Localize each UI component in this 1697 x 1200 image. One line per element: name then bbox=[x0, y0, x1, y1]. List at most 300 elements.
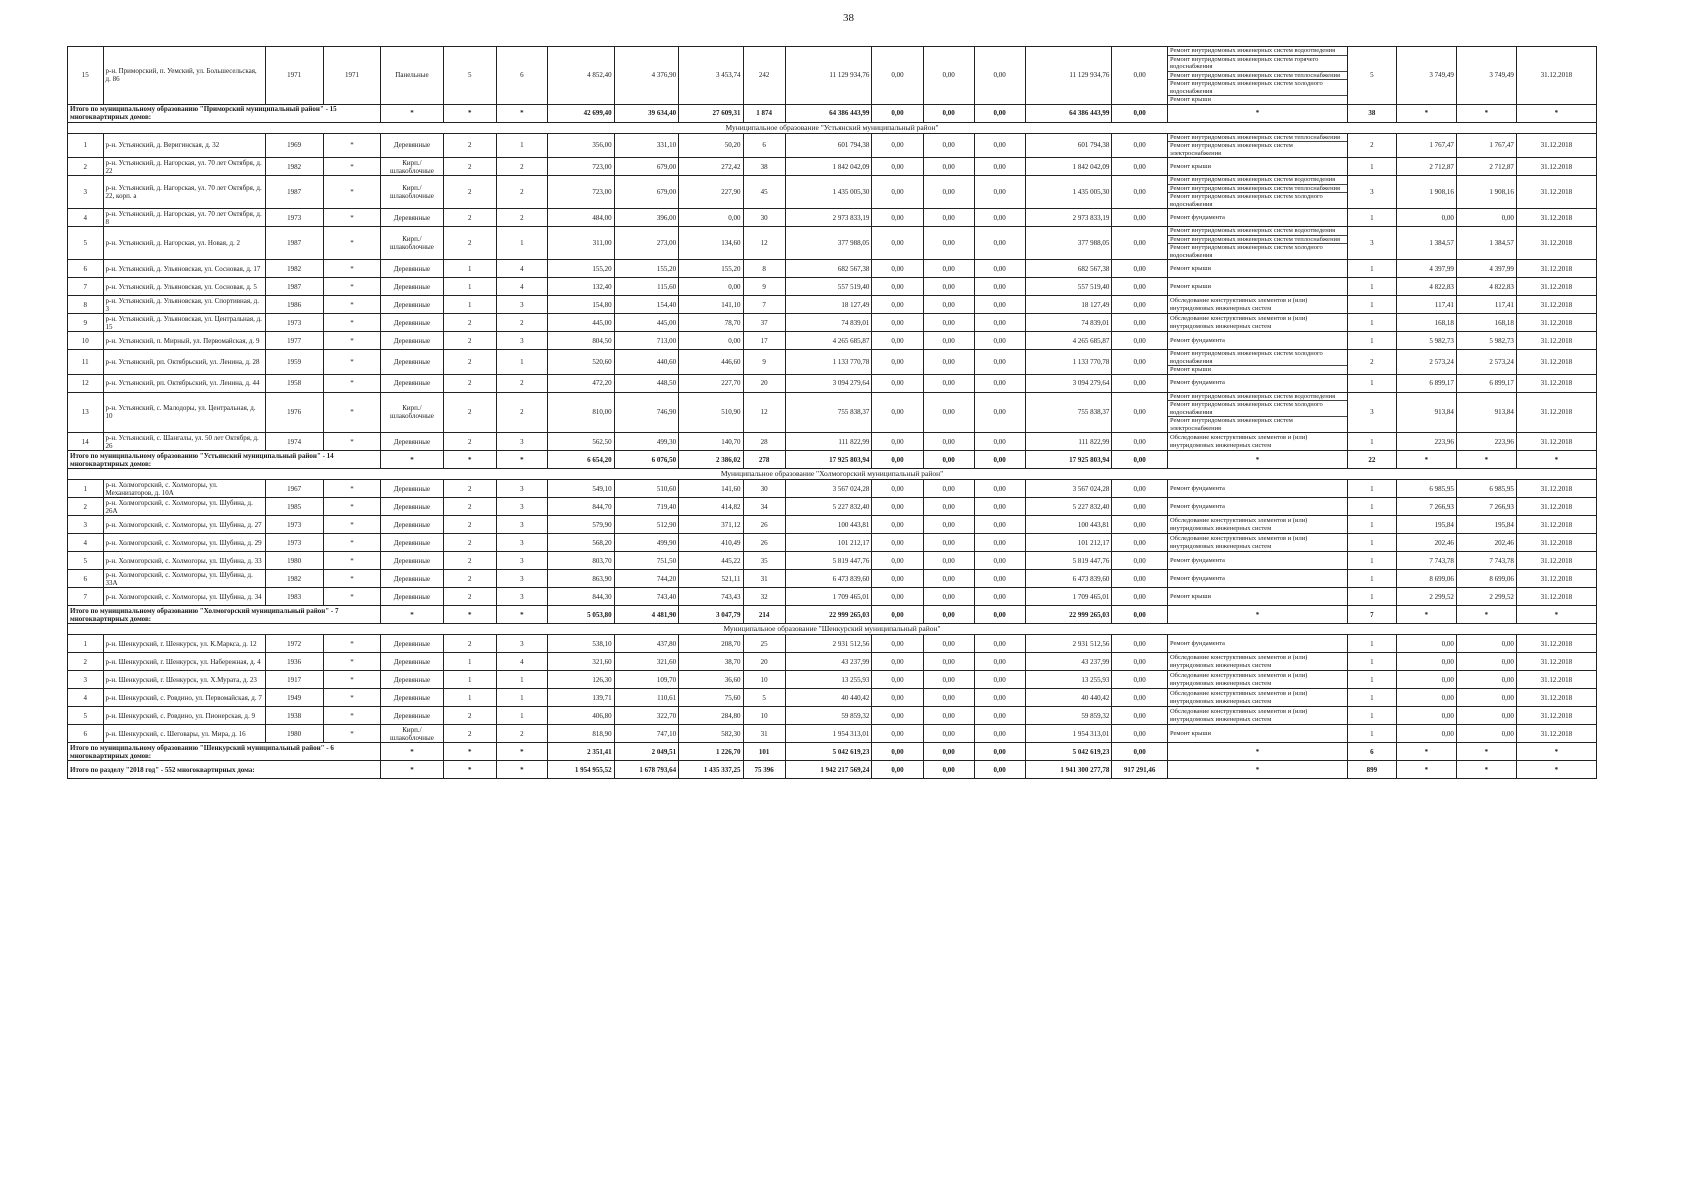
fund-regional-cell: 0,00 bbox=[923, 133, 974, 158]
fund-regional-cell: 0,00 bbox=[923, 278, 974, 296]
total-unit-cost: * bbox=[1396, 451, 1456, 469]
fund-other-cell: 0,00 bbox=[1112, 374, 1168, 392]
works-cell bbox=[1167, 47, 1347, 105]
floors-cell: 2 bbox=[443, 350, 496, 375]
renovation-year-cell: * bbox=[323, 653, 381, 671]
build-year-cell: 1982 bbox=[265, 158, 323, 176]
build-year-cell: 1977 bbox=[265, 332, 323, 350]
work-item: Ремонт крыши bbox=[1169, 592, 1211, 600]
renovation-year-cell: * bbox=[323, 516, 381, 534]
premises-area-cell: 322,70 bbox=[614, 707, 678, 725]
fund-regional-cell: 0,00 bbox=[923, 588, 974, 606]
renovation-year-cell: * bbox=[323, 133, 381, 158]
residential-area-cell: 208,70 bbox=[679, 635, 743, 653]
work-item: Ремонт внутридомовых инженерных систем теплоснабжения bbox=[1168, 236, 1347, 245]
fund-owners-cell: 5 227 832,40 bbox=[1025, 498, 1112, 516]
residential-area-cell: 272,42 bbox=[679, 158, 743, 176]
max-unit-cost-cell: 4 397,99 bbox=[1456, 260, 1516, 278]
renovation-year-cell: * bbox=[323, 534, 381, 552]
works-cell bbox=[1167, 707, 1347, 725]
works-cell bbox=[1167, 260, 1347, 278]
fund-local-cell: 0,00 bbox=[974, 653, 1025, 671]
wall-material-cell: Деревянные bbox=[381, 707, 443, 725]
build-year-cell: 1987 bbox=[265, 176, 323, 209]
wall-material-cell: Деревянные bbox=[381, 133, 443, 158]
fund-owners-cell: 1 954 313,01 bbox=[1025, 725, 1112, 743]
entrances-cell: 2 bbox=[496, 392, 547, 433]
premises-area-cell: 719,40 bbox=[614, 498, 678, 516]
renovation-year-cell: * bbox=[323, 635, 381, 653]
work-item: Обследование конструктивных элементов и (или) внутридомовых инженерных систем bbox=[1169, 297, 1308, 312]
work-item: Ремонт крыши bbox=[1169, 366, 1211, 373]
build-year-cell: 1985 bbox=[265, 498, 323, 516]
works-cell bbox=[1167, 209, 1347, 227]
premises-area-cell: 499,90 bbox=[614, 534, 678, 552]
works-count-cell: 1 bbox=[1347, 552, 1396, 570]
works-count-cell: 1 bbox=[1347, 588, 1396, 606]
fund-regional-cell: 0,00 bbox=[923, 725, 974, 743]
address-cell: р-н. Устьянский, д. Нагорская, ул. 70 лет Октября, д. 8 bbox=[103, 209, 265, 227]
premises-area-cell: 679,00 bbox=[614, 176, 678, 209]
fund-local-cell: 0,00 bbox=[974, 516, 1025, 534]
premises-area-cell: 109,70 bbox=[614, 671, 678, 689]
wall-material-cell: Кирп./шлакоблочные bbox=[381, 227, 443, 260]
total-cost-cell: 1 954 313,01 bbox=[785, 725, 872, 743]
total-residents: 75 396 bbox=[743, 761, 785, 779]
works-cell bbox=[1167, 689, 1347, 707]
address-cell: р-н. Устьянский, с. Шангалы, ул. 50 лет Октября, д. 26 bbox=[103, 433, 265, 451]
unit-cost-cell: 7 743,78 bbox=[1396, 552, 1456, 570]
address-cell: р-н. Устьянский, д. Ульяновская, ул. Центральная, д. 15 bbox=[103, 314, 265, 332]
works-count-cell: 1 bbox=[1347, 635, 1396, 653]
build-year-cell: 1972 bbox=[265, 635, 323, 653]
table-row bbox=[68, 392, 1597, 433]
wall-material-cell: Деревянные bbox=[381, 671, 443, 689]
work-item: Обследование конструктивных элементов и (или) внутридомовых инженерных систем bbox=[1169, 517, 1308, 532]
floors-cell: 2 bbox=[443, 227, 496, 260]
fund-local-cell: 0,00 bbox=[974, 296, 1025, 314]
total-residents: 1 874 bbox=[743, 104, 785, 122]
premises-area-cell: 751,50 bbox=[614, 552, 678, 570]
total-residents: 214 bbox=[743, 606, 785, 624]
table-row bbox=[68, 260, 1597, 278]
total-works: * bbox=[1167, 451, 1347, 469]
work-item: Ремонт внутридомовых инженерных систем водоотведения bbox=[1168, 227, 1347, 236]
table-row bbox=[68, 570, 1597, 588]
total-floors: * bbox=[443, 743, 496, 761]
row-number: 5 bbox=[68, 707, 104, 725]
fund-federal-cell: 0,00 bbox=[872, 176, 923, 209]
table-row bbox=[68, 227, 1597, 260]
total-works-count: 22 bbox=[1347, 451, 1396, 469]
entrances-cell: 1 bbox=[496, 671, 547, 689]
fund-regional-cell: 0,00 bbox=[923, 653, 974, 671]
works-cell bbox=[1167, 725, 1347, 743]
total-material: * bbox=[381, 606, 443, 624]
wall-material-cell: Панельные bbox=[381, 47, 443, 105]
fund-other-cell: 0,00 bbox=[1112, 689, 1168, 707]
entrances-cell: 4 bbox=[496, 278, 547, 296]
fund-owners-cell: 111 822,99 bbox=[1025, 433, 1112, 451]
total-cost-cell: 1 842 042,09 bbox=[785, 158, 872, 176]
renovation-year-cell: * bbox=[323, 689, 381, 707]
wall-material-cell: Кирп./шлакоблочные bbox=[381, 158, 443, 176]
fund-federal-cell: 0,00 bbox=[872, 534, 923, 552]
total-cost-cell: 59 859,32 bbox=[785, 707, 872, 725]
total-area-cell: 549,10 bbox=[547, 480, 614, 498]
fund-other-cell: 0,00 bbox=[1112, 209, 1168, 227]
completion-date-cell: 31.12.2018 bbox=[1516, 209, 1596, 227]
address-cell: р-н. Шенкурский, с. Шеговары, ул. Мира, д. 16 bbox=[103, 725, 265, 743]
total-unit-cost: * bbox=[1396, 743, 1456, 761]
wall-material-cell: Деревянные bbox=[381, 332, 443, 350]
row-number: 2 bbox=[68, 158, 104, 176]
works-count-cell: 1 bbox=[1347, 332, 1396, 350]
total-fund-federal: 0,00 bbox=[872, 743, 923, 761]
fund-federal-cell: 0,00 bbox=[872, 227, 923, 260]
wall-material-cell: Деревянные bbox=[381, 498, 443, 516]
fund-owners-cell: 74 839,01 bbox=[1025, 314, 1112, 332]
fund-owners-cell: 557 519,40 bbox=[1025, 278, 1112, 296]
data-table bbox=[67, 46, 1597, 779]
fund-local-cell: 0,00 bbox=[974, 689, 1025, 707]
build-year-cell: 1974 bbox=[265, 433, 323, 451]
premises-area-cell: 273,00 bbox=[614, 227, 678, 260]
total-cost-cell: 557 519,40 bbox=[785, 278, 872, 296]
unit-cost-cell: 0,00 bbox=[1396, 725, 1456, 743]
total-entrances: * bbox=[496, 761, 547, 779]
entrances-cell: 2 bbox=[496, 209, 547, 227]
renovation-year-cell: * bbox=[323, 209, 381, 227]
residents-cell: 6 bbox=[743, 133, 785, 158]
total-cost-cell: 13 255,93 bbox=[785, 671, 872, 689]
fund-regional-cell: 0,00 bbox=[923, 635, 974, 653]
works-cell bbox=[1167, 588, 1347, 606]
work-item: Ремонт внутридомовых инженерных систем холодного водоснабжения bbox=[1168, 350, 1347, 366]
build-year-cell: 1973 bbox=[265, 209, 323, 227]
total-residential-area: 1 435 337,25 bbox=[679, 761, 743, 779]
section-title: Муниципальное образование "Устьянский муниципальный район" bbox=[68, 122, 1597, 133]
total-entrances: * bbox=[496, 104, 547, 122]
total-cost-cell: 11 129 934,76 bbox=[785, 47, 872, 105]
fund-federal-cell: 0,00 bbox=[872, 332, 923, 350]
fund-federal-cell: 0,00 bbox=[872, 392, 923, 433]
fund-other-cell: 0,00 bbox=[1112, 227, 1168, 260]
total-works-count: 6 bbox=[1347, 743, 1396, 761]
residential-area-cell: 0,00 bbox=[679, 278, 743, 296]
works-cell bbox=[1167, 653, 1347, 671]
fund-local-cell: 0,00 bbox=[974, 278, 1025, 296]
total-cost-cell: 377 988,05 bbox=[785, 227, 872, 260]
premises-area-cell: 448,50 bbox=[614, 374, 678, 392]
total-premises-area: 1 678 793,64 bbox=[614, 761, 678, 779]
works-count-cell: 1 bbox=[1347, 689, 1396, 707]
fund-owners-cell: 3 567 024,28 bbox=[1025, 480, 1112, 498]
residents-cell: 7 bbox=[743, 296, 785, 314]
renovation-year-cell: * bbox=[323, 158, 381, 176]
premises-area-cell: 746,90 bbox=[614, 392, 678, 433]
residents-cell: 17 bbox=[743, 332, 785, 350]
total-fund-other: 0,00 bbox=[1112, 606, 1168, 624]
entrances-cell: 1 bbox=[496, 227, 547, 260]
table-row bbox=[68, 433, 1597, 451]
entrances-cell: 4 bbox=[496, 260, 547, 278]
fund-regional-cell: 0,00 bbox=[923, 570, 974, 588]
table-row bbox=[68, 707, 1597, 725]
premises-area-cell: 499,30 bbox=[614, 433, 678, 451]
total-area-cell: 568,20 bbox=[547, 534, 614, 552]
residents-cell: 12 bbox=[743, 392, 785, 433]
completion-date-cell: 31.12.2018 bbox=[1516, 480, 1596, 498]
total-cost-cell: 2 931 512,56 bbox=[785, 635, 872, 653]
unit-cost-cell: 195,84 bbox=[1396, 516, 1456, 534]
fund-federal-cell: 0,00 bbox=[872, 516, 923, 534]
residents-cell: 20 bbox=[743, 374, 785, 392]
fund-other-cell: 0,00 bbox=[1112, 158, 1168, 176]
max-unit-cost-cell: 913,84 bbox=[1456, 392, 1516, 433]
total-fund-regional: 0,00 bbox=[923, 451, 974, 469]
entrances-cell: 1 bbox=[496, 350, 547, 375]
total-fund-federal: 0,00 bbox=[872, 104, 923, 122]
build-year-cell: 1987 bbox=[265, 278, 323, 296]
residential-area-cell: 445,22 bbox=[679, 552, 743, 570]
residents-cell: 32 bbox=[743, 588, 785, 606]
works-count-cell: 1 bbox=[1347, 516, 1396, 534]
work-item: Ремонт внутридомовых инженерных систем водоотведения bbox=[1168, 393, 1347, 402]
fund-federal-cell: 0,00 bbox=[872, 158, 923, 176]
table-row bbox=[68, 278, 1597, 296]
fund-other-cell: 0,00 bbox=[1112, 296, 1168, 314]
fund-regional-cell: 0,00 bbox=[923, 260, 974, 278]
total-cost: 64 386 443,99 bbox=[785, 104, 872, 122]
floors-cell: 2 bbox=[443, 314, 496, 332]
work-item: Ремонт внутридомовых инженерных систем электроснабжения bbox=[1169, 142, 1293, 157]
work-item: Ремонт фундамента bbox=[1169, 639, 1225, 647]
fund-federal-cell: 0,00 bbox=[872, 653, 923, 671]
table-row bbox=[68, 671, 1597, 689]
total-premises-area: 39 634,40 bbox=[614, 104, 678, 122]
works-cell bbox=[1167, 635, 1347, 653]
unit-cost-cell: 223,96 bbox=[1396, 433, 1456, 451]
residential-area-cell: 141,60 bbox=[679, 480, 743, 498]
total-fund-owners: 1 941 300 277,78 bbox=[1025, 761, 1112, 779]
address-cell: р-н. Устьянский, д. Ульяновская, ул. Сосновая, д. 5 bbox=[103, 278, 265, 296]
total-entrances: * bbox=[496, 451, 547, 469]
unit-cost-cell: 4 822,83 bbox=[1396, 278, 1456, 296]
total-fund-other: 0,00 bbox=[1112, 451, 1168, 469]
wall-material-cell: Деревянные bbox=[381, 374, 443, 392]
fund-local-cell: 0,00 bbox=[974, 671, 1025, 689]
residential-area-cell: 510,90 bbox=[679, 392, 743, 433]
completion-date-cell: 31.12.2018 bbox=[1516, 725, 1596, 743]
capital-repair-table bbox=[67, 46, 1597, 779]
grand-total-row bbox=[68, 761, 1597, 779]
completion-date-cell: 31.12.2018 bbox=[1516, 635, 1596, 653]
total-area-cell: 562,50 bbox=[547, 433, 614, 451]
work-item: Ремонт крыши bbox=[1169, 282, 1211, 290]
total-date: * bbox=[1516, 451, 1596, 469]
fund-federal-cell: 0,00 bbox=[872, 671, 923, 689]
total-label: Итого по муниципальному образованию "Устьянский муниципальный район" - 14 многоквартирных домов: bbox=[68, 451, 381, 469]
total-area-cell: 132,40 bbox=[547, 278, 614, 296]
fund-regional-cell: 0,00 bbox=[923, 516, 974, 534]
works-cell bbox=[1167, 498, 1347, 516]
fund-other-cell: 0,00 bbox=[1112, 498, 1168, 516]
residential-area-cell: 36,60 bbox=[679, 671, 743, 689]
fund-federal-cell: 0,00 bbox=[872, 480, 923, 498]
work-item: Ремонт внутридомовых инженерных систем горячего водоснабжения bbox=[1168, 56, 1347, 72]
table-row bbox=[68, 209, 1597, 227]
row-number: 1 bbox=[68, 635, 104, 653]
completion-date-cell: 31.12.2018 bbox=[1516, 133, 1596, 158]
fund-federal-cell: 0,00 bbox=[872, 209, 923, 227]
fund-regional-cell: 0,00 bbox=[923, 314, 974, 332]
max-unit-cost-cell: 117,41 bbox=[1456, 296, 1516, 314]
renovation-year-cell: * bbox=[323, 433, 381, 451]
total-label: Итого по муниципальному образованию "Шенкурский муниципальный район" - 6 многоквартирных домов: bbox=[68, 743, 381, 761]
address-cell: р-н. Шенкурский, с. Ровдино, ул. Пионерская, д. 9 bbox=[103, 707, 265, 725]
address-cell: р-н. Шенкурский, г. Шенкурск, ул. Х.Мурата, д. 23 bbox=[103, 671, 265, 689]
floors-cell: 2 bbox=[443, 209, 496, 227]
completion-date-cell: 31.12.2018 bbox=[1516, 47, 1596, 105]
completion-date-cell: 31.12.2018 bbox=[1516, 570, 1596, 588]
residential-area-cell: 414,82 bbox=[679, 498, 743, 516]
fund-other-cell: 0,00 bbox=[1112, 653, 1168, 671]
max-unit-cost-cell: 3 749,49 bbox=[1456, 47, 1516, 105]
max-unit-cost-cell: 8 699,06 bbox=[1456, 570, 1516, 588]
wall-material-cell: Кирп./шлакоблочные bbox=[381, 725, 443, 743]
unit-cost-cell: 6 985,95 bbox=[1396, 480, 1456, 498]
completion-date-cell: 31.12.2018 bbox=[1516, 350, 1596, 375]
subtotal-row bbox=[68, 606, 1597, 624]
fund-federal-cell: 0,00 bbox=[872, 374, 923, 392]
address-cell: р-н. Шенкурский, г. Шенкурск, ул. Набережная, д. 4 bbox=[103, 653, 265, 671]
max-unit-cost-cell: 7 743,78 bbox=[1456, 552, 1516, 570]
residents-cell: 20 bbox=[743, 653, 785, 671]
address-cell: р-н. Устьянский, д. Ульяновская, ул. Спортивная, д. 3 bbox=[103, 296, 265, 314]
page-number: 38 bbox=[843, 12, 854, 24]
row-number: 3 bbox=[68, 176, 104, 209]
wall-material-cell: Деревянные bbox=[381, 260, 443, 278]
fund-regional-cell: 0,00 bbox=[923, 332, 974, 350]
fund-federal-cell: 0,00 bbox=[872, 707, 923, 725]
build-year-cell: 1986 bbox=[265, 296, 323, 314]
table-row bbox=[68, 588, 1597, 606]
address-cell: р-н. Устьянский, д. Нагорская, ул. 70 лет Октября, д. 22 bbox=[103, 158, 265, 176]
unit-cost-cell: 0,00 bbox=[1396, 635, 1456, 653]
total-unit-cost: * bbox=[1396, 606, 1456, 624]
total-label: Итого по муниципальному образованию "Приморский муниципальный район" - 15 многоквартирных домов: bbox=[68, 104, 381, 122]
total-cost: 17 925 803,94 bbox=[785, 451, 872, 469]
floors-cell: 1 bbox=[443, 260, 496, 278]
fund-owners-cell: 682 567,38 bbox=[1025, 260, 1112, 278]
fund-local-cell: 0,00 bbox=[974, 374, 1025, 392]
total-cost-cell: 5 227 832,40 bbox=[785, 498, 872, 516]
wall-material-cell: Деревянные bbox=[381, 635, 443, 653]
wall-material-cell: Деревянные bbox=[381, 516, 443, 534]
fund-local-cell: 0,00 bbox=[974, 707, 1025, 725]
row-number: 6 bbox=[68, 570, 104, 588]
fund-other-cell: 0,00 bbox=[1112, 332, 1168, 350]
works-count-cell: 1 bbox=[1347, 725, 1396, 743]
residents-cell: 26 bbox=[743, 516, 785, 534]
fund-other-cell: 0,00 bbox=[1112, 392, 1168, 433]
total-area-cell: 863,90 bbox=[547, 570, 614, 588]
entrances-cell: 2 bbox=[496, 374, 547, 392]
max-unit-cost-cell: 2 573,24 bbox=[1456, 350, 1516, 375]
total-fund-other: 0,00 bbox=[1112, 743, 1168, 761]
completion-date-cell: 31.12.2018 bbox=[1516, 689, 1596, 707]
works-cell bbox=[1167, 433, 1347, 451]
renovation-year-cell: * bbox=[323, 480, 381, 498]
fund-other-cell: 0,00 bbox=[1112, 480, 1168, 498]
total-residents: 278 bbox=[743, 451, 785, 469]
row-number: 14 bbox=[68, 433, 104, 451]
residents-cell: 25 bbox=[743, 635, 785, 653]
total-max-unit-cost: * bbox=[1456, 606, 1516, 624]
row-number: 15 bbox=[68, 47, 104, 105]
floors-cell: 2 bbox=[443, 392, 496, 433]
residential-area-cell: 0,00 bbox=[679, 332, 743, 350]
fund-regional-cell: 0,00 bbox=[923, 534, 974, 552]
total-area-cell: 472,20 bbox=[547, 374, 614, 392]
residential-area-cell: 141,10 bbox=[679, 296, 743, 314]
address-cell: р-н. Шенкурский, г. Шенкурск, ул. К.Маркса, д. 12 bbox=[103, 635, 265, 653]
fund-owners-cell: 101 212,17 bbox=[1025, 534, 1112, 552]
max-unit-cost-cell: 2 712,87 bbox=[1456, 158, 1516, 176]
subtotal-row bbox=[68, 104, 1597, 122]
total-premises-area: 2 049,51 bbox=[614, 743, 678, 761]
residents-cell: 31 bbox=[743, 570, 785, 588]
works-cell bbox=[1167, 314, 1347, 332]
row-number: 2 bbox=[68, 653, 104, 671]
completion-date-cell: 31.12.2018 bbox=[1516, 260, 1596, 278]
row-number: 3 bbox=[68, 671, 104, 689]
fund-regional-cell: 0,00 bbox=[923, 158, 974, 176]
premises-area-cell: 744,20 bbox=[614, 570, 678, 588]
completion-date-cell: 31.12.2018 bbox=[1516, 296, 1596, 314]
wall-material-cell: Деревянные bbox=[381, 296, 443, 314]
total-fund-local: 0,00 bbox=[974, 606, 1025, 624]
total-fund-local: 0,00 bbox=[974, 743, 1025, 761]
max-unit-cost-cell: 6 985,95 bbox=[1456, 480, 1516, 498]
row-number: 2 bbox=[68, 498, 104, 516]
renovation-year-cell: * bbox=[323, 707, 381, 725]
row-number: 13 bbox=[68, 392, 104, 433]
completion-date-cell: 31.12.2018 bbox=[1516, 588, 1596, 606]
unit-cost-cell: 202,46 bbox=[1396, 534, 1456, 552]
fund-local-cell: 0,00 bbox=[974, 227, 1025, 260]
premises-area-cell: 747,10 bbox=[614, 725, 678, 743]
work-item: Обследование конструктивных элементов и (или) внутридомовых инженерных систем bbox=[1169, 315, 1308, 330]
max-unit-cost-cell: 0,00 bbox=[1456, 689, 1516, 707]
fund-owners-cell: 377 988,05 bbox=[1025, 227, 1112, 260]
total-cost-cell: 18 127,49 bbox=[785, 296, 872, 314]
work-item: Ремонт внутридомовых инженерных систем водоотведения bbox=[1168, 176, 1347, 185]
fund-local-cell: 0,00 bbox=[974, 498, 1025, 516]
max-unit-cost-cell: 223,96 bbox=[1456, 433, 1516, 451]
total-fund-federal: 0,00 bbox=[872, 451, 923, 469]
completion-date-cell: 31.12.2018 bbox=[1516, 516, 1596, 534]
unit-cost-cell: 3 749,49 bbox=[1396, 47, 1456, 105]
build-year-cell: 1967 bbox=[265, 480, 323, 498]
total-works: * bbox=[1167, 606, 1347, 624]
total-material: * bbox=[381, 451, 443, 469]
total-area: 1 954 955,52 bbox=[547, 761, 614, 779]
residential-area-cell: 743,43 bbox=[679, 588, 743, 606]
fund-local-cell: 0,00 bbox=[974, 350, 1025, 375]
renovation-year-cell: * bbox=[323, 227, 381, 260]
